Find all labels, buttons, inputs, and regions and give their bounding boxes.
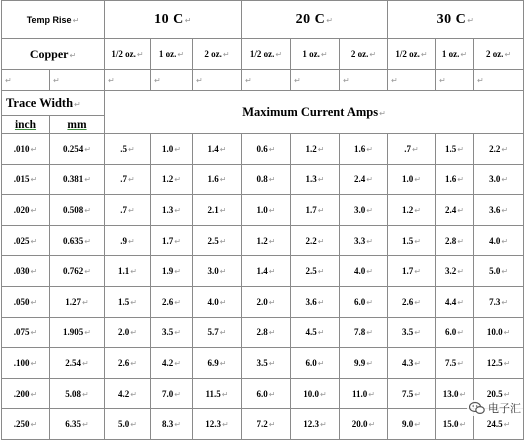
current-cell: 3.0↵	[474, 164, 524, 195]
current-cell: 1.7↵	[291, 195, 340, 226]
empty-cell: ↵	[193, 70, 242, 91]
table-row	[2, 348, 524, 379]
current-cell: 2.6↵	[151, 286, 193, 317]
current-cell: 3.3↵	[340, 225, 388, 256]
watermark-text: 电子汇	[488, 402, 521, 415]
current-cell: 1.5↵	[388, 225, 436, 256]
current-cell: 6.0↵	[291, 348, 340, 379]
current-cell: 6.0↵	[436, 317, 474, 348]
current-cell: 12.5↵	[474, 348, 524, 379]
empty-cell: ↵	[436, 70, 474, 91]
inch-cell: .015↵	[2, 164, 50, 195]
table-row	[2, 256, 524, 287]
current-cell: 3.2↵	[436, 256, 474, 287]
current-cell: 0.6↵	[242, 134, 291, 165]
current-cell: 1.1↵	[105, 256, 151, 287]
current-cell: 12.3↵	[291, 409, 340, 440]
mm-cell: 0.762↵	[50, 256, 105, 287]
mm-cell: 0.254↵	[50, 134, 105, 165]
current-cell: 6.0↵	[340, 286, 388, 317]
current-cell: 6.9↵	[193, 348, 242, 379]
current-cell: 2.4↵	[340, 164, 388, 195]
current-cell: 9.9↵	[340, 348, 388, 379]
current-cell: 2.0↵	[105, 317, 151, 348]
current-cell: 2.0↵	[242, 286, 291, 317]
current-cell: 9.0↵	[388, 409, 436, 440]
current-cell: 7.5↵	[436, 348, 474, 379]
trace-width-current-table	[1, 0, 524, 440]
table-row	[2, 409, 524, 440]
oz-header: 2 oz.↵	[474, 39, 524, 70]
current-cell: 3.6↵	[474, 195, 524, 226]
oz-header: 1/2 oz.↵	[388, 39, 436, 70]
inch-unit-header: inch	[2, 116, 50, 134]
current-cell: 4.4↵	[436, 286, 474, 317]
current-cell: 1.4↵	[193, 134, 242, 165]
current-cell: 1.7↵	[151, 225, 193, 256]
wechat-icon	[469, 401, 485, 415]
current-cell: 1.4↵	[242, 256, 291, 287]
current-cell: 2.2↵	[291, 225, 340, 256]
inch-cell: .010↵	[2, 134, 50, 165]
mm-cell: 0.635↵	[50, 225, 105, 256]
current-cell: 6.0↵	[242, 378, 291, 409]
current-cell: 4.2↵	[105, 378, 151, 409]
temp-rise-header: Temp Rise↵	[2, 1, 105, 39]
empty-cell: ↵	[291, 70, 340, 91]
current-cell: 2.8↵	[242, 317, 291, 348]
empty-cell: ↵	[388, 70, 436, 91]
table-row	[2, 164, 524, 195]
current-cell: 1.0↵	[151, 134, 193, 165]
current-cell: 13.0↵	[436, 378, 474, 409]
table-row	[2, 317, 524, 348]
oz-header: 2 oz.↵	[193, 39, 242, 70]
table-row	[2, 378, 524, 409]
current-cell: 0.8↵	[242, 164, 291, 195]
current-cell: 12.3↵	[193, 409, 242, 440]
mm-cell: 2.54↵	[50, 348, 105, 379]
table-row	[2, 286, 524, 317]
mm-cell: 5.08↵	[50, 378, 105, 409]
current-cell: 1.3↵	[151, 195, 193, 226]
current-cell: 1.6↵	[436, 164, 474, 195]
inch-cell: .025↵	[2, 225, 50, 256]
mm-cell: 6.35↵	[50, 409, 105, 440]
empty-cell: ↵	[50, 70, 105, 91]
inch-cell: .030↵	[2, 256, 50, 287]
current-cell: 2.4↵	[436, 195, 474, 226]
current-cell: 7.2↵	[242, 409, 291, 440]
empty-cell: ↵	[474, 70, 524, 91]
current-cell: 11.5↵	[193, 378, 242, 409]
current-cell: 7.3↵	[474, 286, 524, 317]
current-cell: 7.5↵	[388, 378, 436, 409]
current-cell: .5↵	[105, 134, 151, 165]
oz-header: 1 oz.↵	[436, 39, 474, 70]
empty-cell: ↵	[242, 70, 291, 91]
mm-cell: 1.905↵	[50, 317, 105, 348]
current-cell: 3.0↵	[340, 195, 388, 226]
current-cell: 8.3↵	[151, 409, 193, 440]
current-cell: 1.5↵	[436, 134, 474, 165]
table-row	[2, 195, 524, 226]
current-cell: 1.2↵	[388, 195, 436, 226]
trace-width-header: Trace Width↵	[2, 91, 105, 116]
temp-10c-header: 10 C↵	[105, 1, 242, 39]
inch-cell: .250↵	[2, 409, 50, 440]
inch-cell: .200↵	[2, 378, 50, 409]
current-cell: 2.5↵	[193, 225, 242, 256]
current-cell: 1.2↵	[151, 164, 193, 195]
empty-cell: ↵	[2, 70, 50, 91]
oz-header: 1/2 oz.↵	[105, 39, 151, 70]
current-cell: 1.2↵	[242, 225, 291, 256]
current-cell: 4.0↵	[474, 225, 524, 256]
empty-cell: ↵	[340, 70, 388, 91]
current-cell: 7.0↵	[151, 378, 193, 409]
current-cell: 4.2↵	[151, 348, 193, 379]
oz-header: 1/2 oz.↵	[242, 39, 291, 70]
current-cell: 4.3↵	[388, 348, 436, 379]
current-cell: 3.5↵	[242, 348, 291, 379]
max-current-header: Maximum Current Amps↵	[105, 91, 524, 134]
current-cell: 15.0↵	[436, 409, 474, 440]
mm-cell: 0.508↵	[50, 195, 105, 226]
current-cell: 1.5↵	[105, 286, 151, 317]
current-cell: 3.5↵	[388, 317, 436, 348]
table-row	[2, 225, 524, 256]
current-cell: 20.0↵	[340, 409, 388, 440]
current-cell: 2.6↵	[388, 286, 436, 317]
current-cell: 4.0↵	[340, 256, 388, 287]
inch-cell: .075↵	[2, 317, 50, 348]
current-cell: 10.0↵	[291, 378, 340, 409]
current-cell: 1.0↵	[388, 164, 436, 195]
current-cell: 3.5↵	[151, 317, 193, 348]
current-cell: 24.5↵	[474, 409, 524, 440]
inch-cell: .050↵	[2, 286, 50, 317]
current-cell: 2.2↵	[474, 134, 524, 165]
oz-header: 1 oz.↵	[291, 39, 340, 70]
current-cell: 1.9↵	[151, 256, 193, 287]
current-cell: 2.5↵	[291, 256, 340, 287]
current-cell: 2.1↵	[193, 195, 242, 226]
watermark	[467, 400, 523, 416]
mm-unit-header: mm	[50, 116, 105, 134]
current-cell: 1.6↵	[193, 164, 242, 195]
current-cell: .9↵	[105, 225, 151, 256]
current-cell: 1.2↵	[291, 134, 340, 165]
current-cell: 1.0↵	[242, 195, 291, 226]
current-cell: 2.8↵	[436, 225, 474, 256]
mm-cell: 0.381↵	[50, 164, 105, 195]
current-cell: 5.0↵	[474, 256, 524, 287]
current-cell: 5.7↵	[193, 317, 242, 348]
temp-30c-header: 30 C↵	[388, 1, 524, 39]
empty-cell: ↵	[105, 70, 151, 91]
current-cell: 1.7↵	[388, 256, 436, 287]
empty-cell: ↵	[151, 70, 193, 91]
current-cell: .7↵	[388, 134, 436, 165]
mm-cell: 1.27↵	[50, 286, 105, 317]
oz-header: 1 oz.↵	[151, 39, 193, 70]
current-cell: 1.3↵	[291, 164, 340, 195]
current-cell: 4.5↵	[291, 317, 340, 348]
inch-cell: .100↵	[2, 348, 50, 379]
current-cell: 4.0↵	[193, 286, 242, 317]
current-cell: 11.0↵	[340, 378, 388, 409]
current-cell: .7↵	[105, 195, 151, 226]
temp-20c-header: 20 C↵	[242, 1, 388, 39]
current-cell: 10.0↵	[474, 317, 524, 348]
current-cell: 2.6↵	[105, 348, 151, 379]
table-row	[2, 134, 524, 165]
current-cell: 20.5↵	[474, 378, 524, 409]
current-cell: 7.8↵	[340, 317, 388, 348]
current-cell: 1.6↵	[340, 134, 388, 165]
current-cell: .7↵	[105, 164, 151, 195]
current-cell: 3.6↵	[291, 286, 340, 317]
oz-header: 2 oz.↵	[340, 39, 388, 70]
copper-header: Copper↵	[2, 39, 105, 70]
inch-cell: .020↵	[2, 195, 50, 226]
current-cell: 3.0↵	[193, 256, 242, 287]
current-cell: 5.0↵	[105, 409, 151, 440]
